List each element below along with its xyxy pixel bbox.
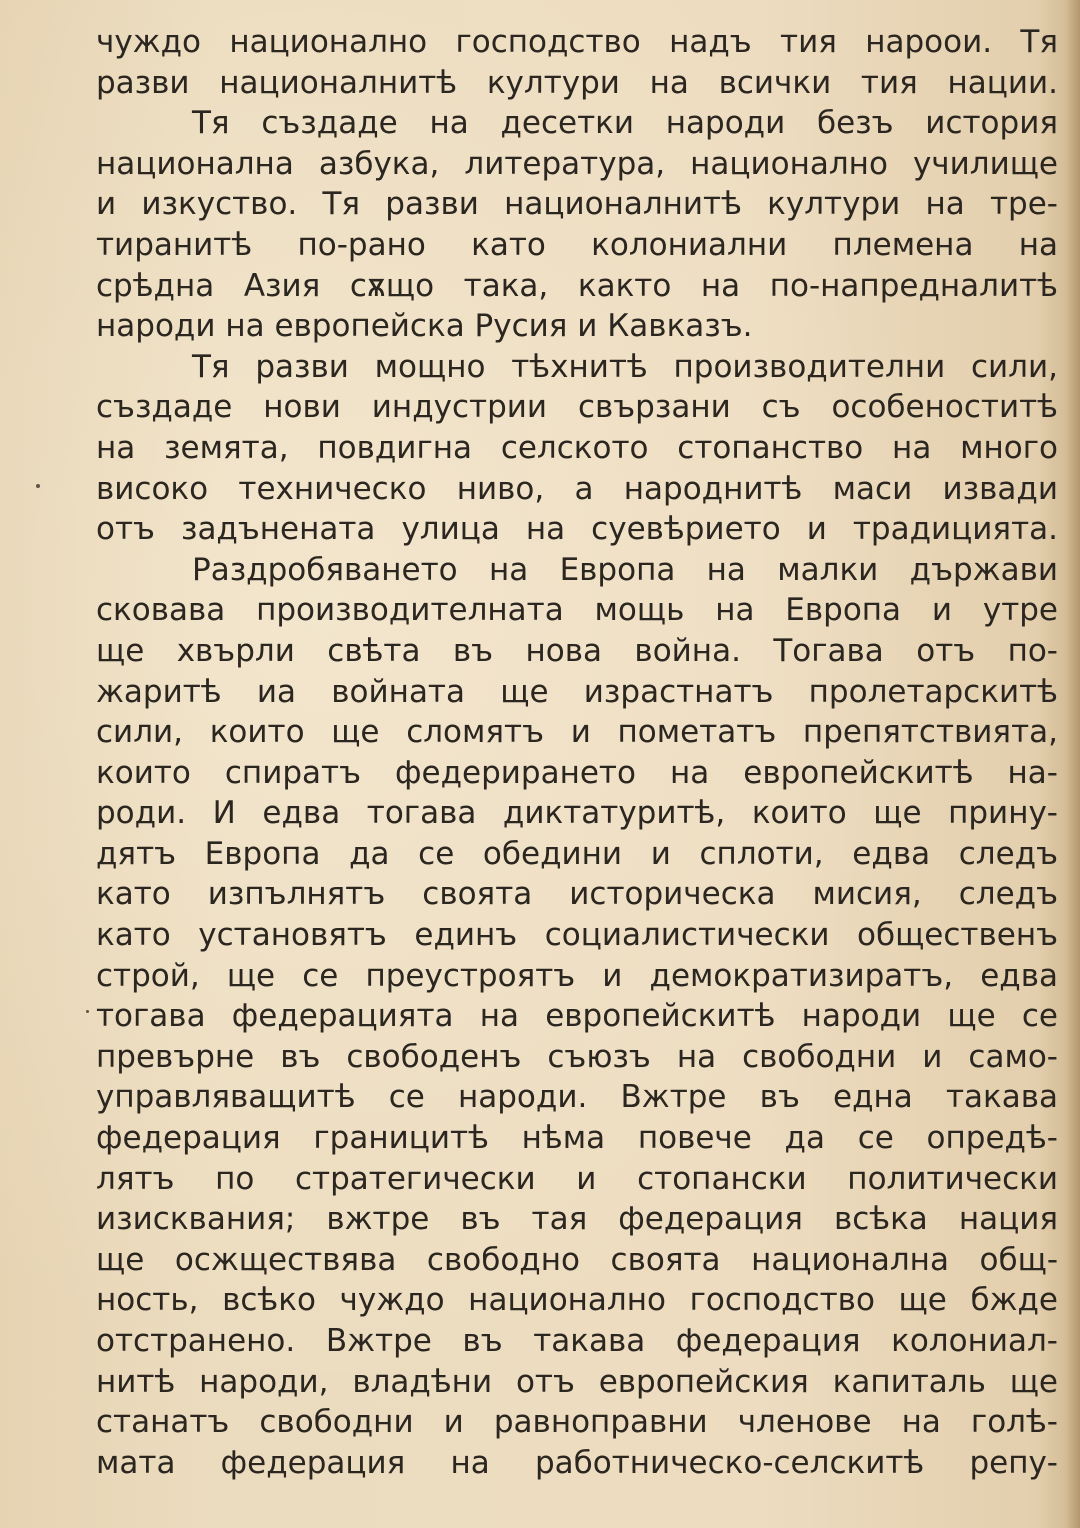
- text-line: изисквания; вжтре въ тая федерация всѣка нация: [96, 1201, 1058, 1238]
- text-line: отъ задънената улица на суевѣрието и традицията.: [96, 511, 1058, 548]
- text-line: национална азбука, литература, национално училище: [96, 145, 1058, 182]
- text-line: ность, всѣко чуждо национално господство ще бжде: [96, 1282, 1058, 1319]
- text-line: лятъ по стратегически и стопански политически: [96, 1160, 1058, 1197]
- text-line: Тя създаде на десетки народи безъ история: [192, 105, 1058, 142]
- text-line: сковава производителната мощь на Европа и утре: [96, 592, 1058, 629]
- text-line: разви националнитѣ култури на всички тия нации.: [96, 64, 1058, 101]
- text-line: тиранитѣ по-рано като колониални племена на: [96, 226, 1058, 263]
- text-line: създаде нови индустрии свързани съ особеноститѣ: [96, 389, 1058, 426]
- text-line: ще осжществява свободно своята национална общ-: [96, 1241, 1058, 1278]
- body-text: [96, 22, 1058, 1483]
- text-line: срѣдна Азия сѫщо така, както на по-напредналитѣ: [96, 267, 1058, 304]
- text-line: нитѣ народи, владѣни отъ европейския капиталь ще: [96, 1363, 1058, 1400]
- text-line: чуждо национално господство надъ тия нароои. Тя: [96, 24, 1058, 60]
- text-line: на земята, повдигна селското стопанство на много: [96, 429, 1058, 466]
- text-line: Тя разви мощно тѣхнитѣ производителни сили,: [192, 348, 1058, 385]
- text-line: ще хвърли свѣта въ нова война. Тогава отъ по-: [96, 632, 1058, 669]
- text-line: които спиратъ федерирането на европейскитѣ на-: [96, 754, 1058, 791]
- text-line: мата федерация на работническо-селскитѣ репу-: [96, 1444, 1058, 1481]
- text-line: отстранено. Вжтре въ такава федерация колониал-: [96, 1323, 1058, 1359]
- text-line: и изкуство. Тя разви националнитѣ култури на тре-: [96, 186, 1058, 223]
- page-edge-shadow: [1066, 0, 1080, 1528]
- text-line: федерация границитѣ нѣма повече да се опредѣ-: [96, 1120, 1058, 1157]
- text-line: като изпълнятъ своята историческа мисия, следъ: [96, 876, 1058, 913]
- text-line: станатъ свободни и равноправни членове на голѣ-: [96, 1404, 1058, 1441]
- text-line: народи на европейска Русия и Кавказъ.: [96, 308, 753, 345]
- ink-speck: [36, 484, 40, 488]
- text-line: сили, които ще сломятъ и пометатъ препятствията,: [96, 714, 1058, 751]
- text-line: жаритѣ иа войната ще израстнатъ пролетарскитѣ: [96, 673, 1058, 710]
- text-line: тогава федерацията на европейскитѣ народи ще се: [96, 998, 1058, 1035]
- text-line: като установятъ единъ социалистически общественъ: [96, 917, 1058, 954]
- text-line: роди. И едва тогава диктатуритѣ, които ще прину-: [96, 795, 1058, 832]
- text-line: Раздробяването на Европа на малки държави: [192, 551, 1058, 588]
- text-line: превърне въ свободенъ съюзъ на свободни и само-: [96, 1038, 1058, 1075]
- ink-speck: [86, 1010, 89, 1013]
- text-line: управляващитѣ се народи. Вжтре въ една такава: [96, 1079, 1058, 1116]
- text-line: строй, ще се преустроятъ и демократизиратъ, едва: [96, 957, 1058, 994]
- text-line: високо техническо ниво, а народнитѣ маси извади: [96, 470, 1058, 507]
- text-line: дятъ Европа да се обедини и сплоти, едва следъ: [96, 835, 1058, 872]
